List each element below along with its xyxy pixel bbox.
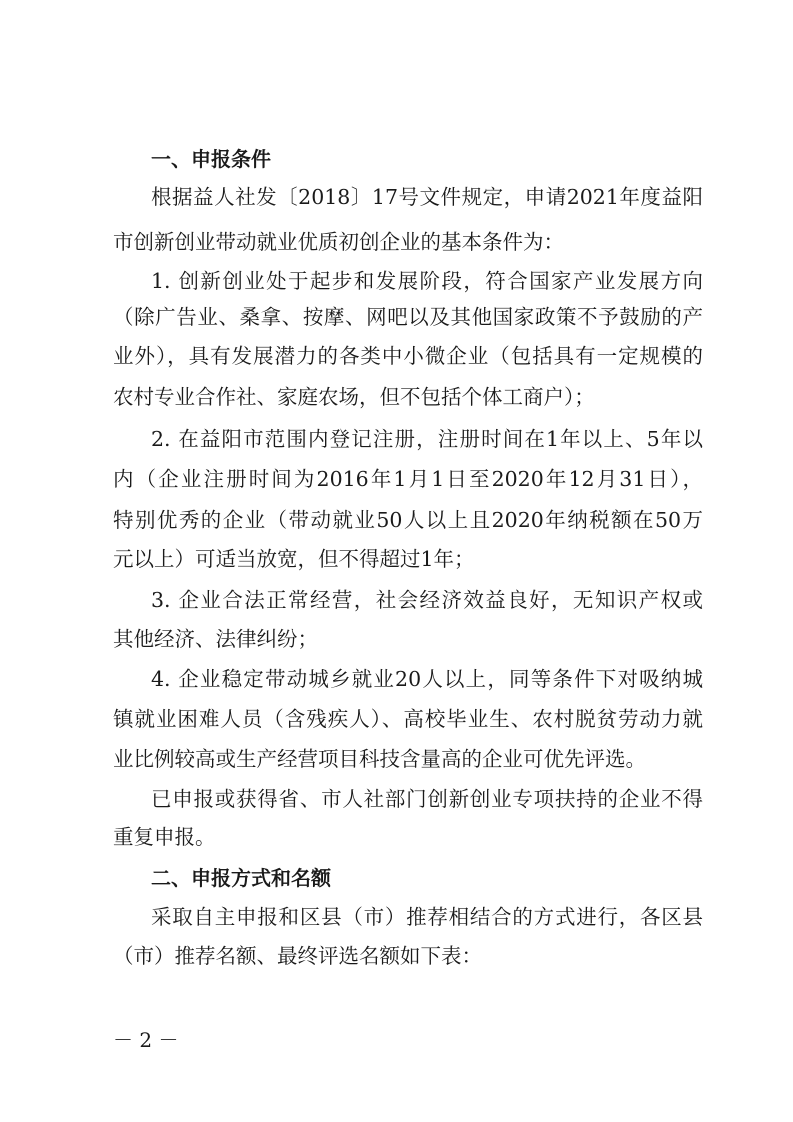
page-number: － 2 －	[113, 1028, 179, 1052]
paragraph-line: 根据益人社发〔2018〕17号文件规定，申请2021年度益阳	[151, 185, 703, 209]
paragraph-line: 1. 创新创业处于起步和发展阶段，符合国家产业发展方向	[151, 269, 703, 293]
paragraph-line: 4. 企业稳定带动城乡就业20人以上，同等条件下对吸纳城	[151, 667, 703, 691]
paragraph-line: 重复申报。	[113, 825, 216, 849]
paragraph-line: 采取自主申报和区县（市）推荐相结合的方式进行，各区县	[151, 905, 703, 929]
paragraph-line: （市）推荐名额、最终评选名额如下表：	[113, 944, 482, 968]
paragraph-line: 元以上）可适当放宽，但不得超过1年；	[113, 547, 475, 571]
paragraph-line: （除广告业、桑拿、按摩、网吧以及其他国家政策不予鼓励的产	[113, 305, 703, 329]
paragraph-line: 2. 在益阳市范围内登记注册，注册时间在1年以上、5年以	[151, 427, 703, 451]
paragraph-line: 其他经济、法律纠纷；	[113, 627, 318, 651]
paragraph-line: 镇就业困难人员（含残疾人）、高校毕业生、农村脱贫劳动力就	[113, 707, 703, 731]
paragraph-line: 已申报或获得省、市人社部门创新创业专项扶持的企业不得	[151, 787, 703, 811]
paragraph-line: 农村专业合作社、家庭农场，但不包括个体工商户）；	[113, 385, 595, 409]
paragraph-line: 市创新创业带动就业优质初创企业的基本条件为：	[113, 230, 564, 254]
section1-heading: 一、申报条件	[151, 147, 271, 171]
paragraph-line: 3. 企业合法正常经营，社会经济效益良好，无知识产权或	[151, 588, 703, 612]
paragraph-line: 业外），具有发展潜力的各类中小微企业（包括具有一定规模的	[113, 344, 703, 368]
paragraph-line: 特别优秀的企业（带动就业50人以上且2020年纳税额在50万	[113, 508, 703, 532]
paragraph-line: 业比例较高或生产经营项目科技含量高的企业可优先评选。	[113, 747, 646, 771]
section2-heading: 二、申报方式和名额	[151, 866, 331, 890]
paragraph-line: 内（企业注册时间为2016年1月1日至2020年12月31日），	[113, 467, 703, 491]
